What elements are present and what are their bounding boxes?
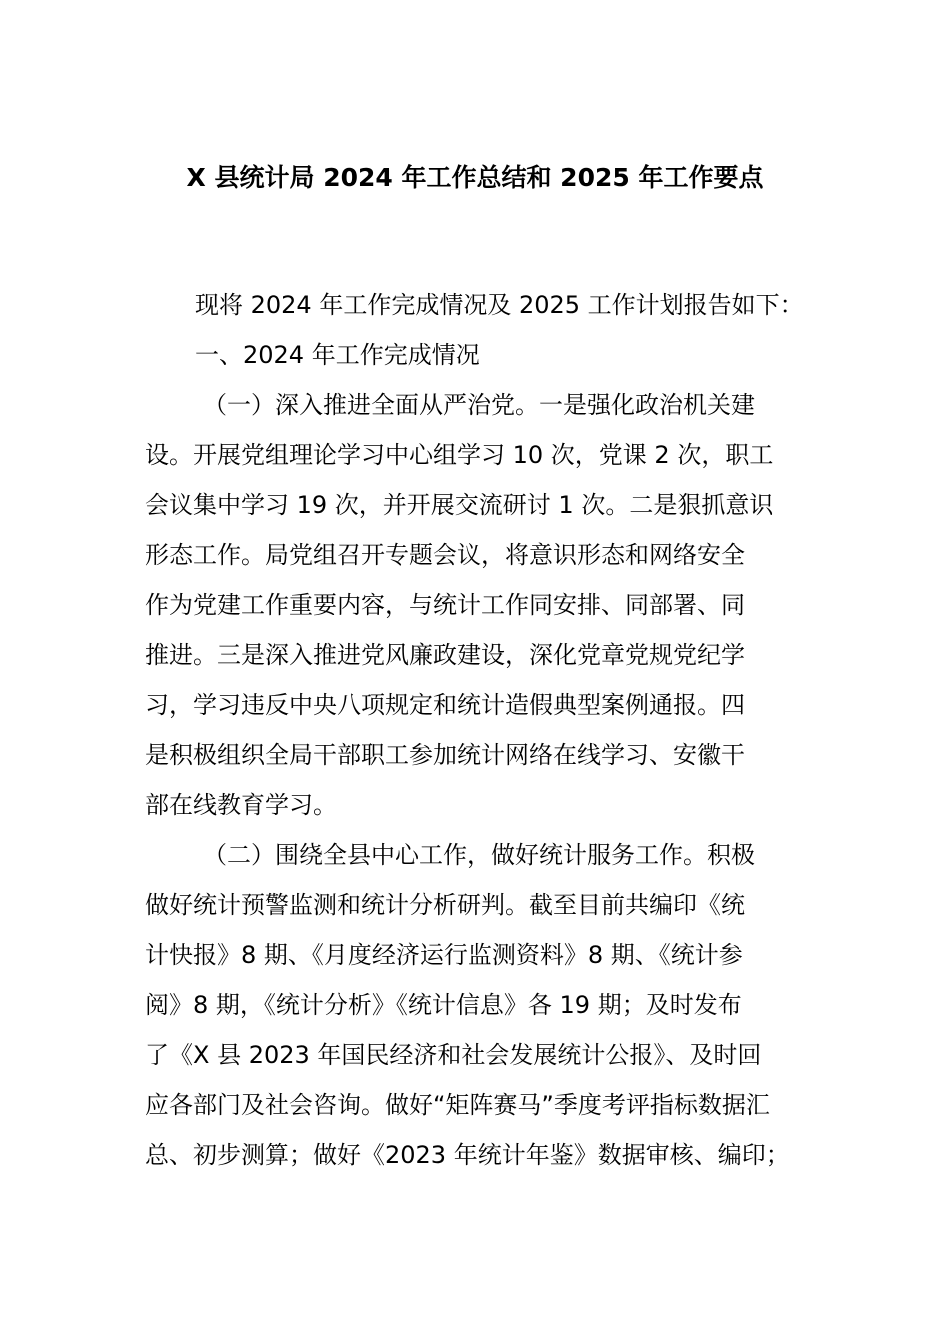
paragraph-1-line: 是积极组织全局干部职工参加统计网络在线学习、安徽干	[145, 741, 745, 769]
paragraph-1-line: 形态工作。局党组召开专题会议，将意识形态和网络安全	[145, 541, 745, 569]
paragraph-1-line: （一）深入推进全面从严治党。一是强化政治机关建	[203, 391, 755, 419]
paragraph-2-line: （二）围绕全县中心工作，做好统计服务工作。积极	[203, 841, 755, 869]
paragraph-1-line: 设。开展党组理论学习中心组学习 10 次，党课 2 次，职工	[145, 441, 774, 469]
paragraph-2-line: 计快报》8 期、《月度经济运行监测资料》8 期、《统计参	[145, 941, 743, 969]
paragraph-1-line: 部在线教育学习。	[145, 791, 337, 819]
paragraph-1-line: 推进。三是深入推进党风廉政建设，深化党章党规党纪学	[145, 641, 745, 669]
paragraph-1-line: 会议集中学习 19 次，并开展交流研讨 1 次。二是狠抓意识	[145, 491, 774, 519]
paragraph-2-line: 应各部门及社会咨询。做好“矩阵赛马”季度考评指标数据汇	[145, 1091, 770, 1119]
paragraph-2-line: 做好统计预警监测和统计分析研判。截至目前共编印《统	[145, 891, 745, 919]
paragraph-2-line: 了《X 县 2023 年国民经济和社会发展统计公报》、及时回	[145, 1041, 762, 1069]
section-heading-1: 一、2024 年工作完成情况	[195, 341, 480, 369]
paragraph-1-line: 习，学习违反中央八项规定和统计造假典型案例通报。四	[145, 691, 745, 719]
paragraph-intro: 现将 2024 年工作完成情况及 2025 工作计划报告如下：	[195, 291, 804, 319]
paragraph-1-line: 作为党建工作重要内容，与统计工作同安排、同部署、同	[145, 591, 745, 619]
paragraph-2-line: 总、初步测算；做好《2023 年统计年鉴》数据审核、编印；	[145, 1141, 790, 1169]
document-title: X 县统计局 2024 年工作总结和 2025 年工作要点	[186, 163, 764, 192]
paragraph-2-line: 阅》8 期，《统计分析》《统计信息》各 19 期；及时发布	[145, 991, 742, 1019]
document-body	[145, 280, 835, 1180]
